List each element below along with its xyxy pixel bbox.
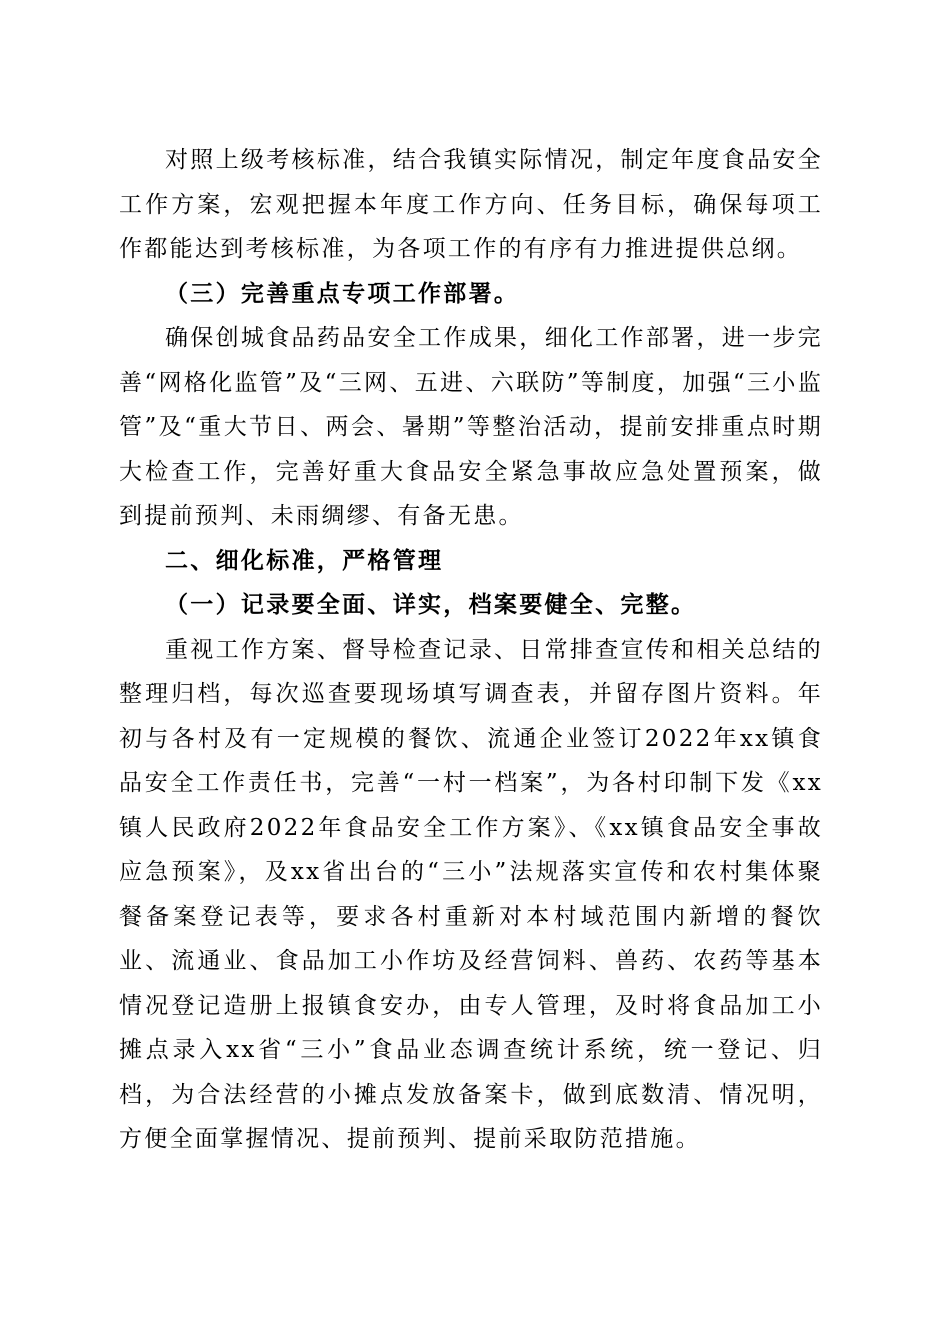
section-heading-2: 二、细化标准，严格管理: [165, 547, 444, 574]
section-subheading-3: （三）完善重点专项工作部署。: [165, 279, 520, 307]
body-paragraph-1: 对照上级考核标准，结合我镇实际情况，制定年度食品安全工作方案，宏观把握本年度工作方向、任务目标，确保每项工作都能达到考核标准，为各项工作的有序有力推进提供总纲。: [119, 147, 823, 262]
document-body: [119, 138, 823, 1162]
section-subheading-1: （一）记录要全面、详实，档案要健全、完整。: [165, 591, 697, 618]
body-paragraph-3: 重视工作方案、督导检查记录、日常排查宣传和相关总结的整理归档，每次巡查要现场填写调查表，并留存图片资料。年初与各村及有一定规模的餐饮、流通企业签订2022年xx镇食品安全工作责任书，完善“一村一档案”，为各村印制下发《xx镇人民政府2022年食品安全工作方案》、《xx镇食品安全事故应急预案》，及xx省出台的“三小”法规落实宣传和农村集体聚餐备案登记表等，要求各村重新对本村域范围内新增的餐饮业、流通业、食品加工小作坊及经营饲料、兽药、农药等基本情况登记造册上报镇食安办，由专人管理，及时将食品加工小摊点录入xx省“三小”食品业态调查统计系统，统一登记、归档，为合法经营的小摊点发放备案卡，做到底数清、情况明，方便全面掌握情况、提前预判、提前采取防范措施。: [119, 636, 823, 1152]
body-paragraph-2: 确保创城食品药品安全工作成果，细化工作部署，进一步完善“网格化监管”及“三网、五进、六联防”等制度，加强“三小监管”及“重大节日、两会、暑期”等整治活动，提前安排重点时期大检查工作，完善好重大食品安全紧急事故应急处置预案，做到提前预判、未雨绸缪、有备无患。: [119, 325, 823, 529]
